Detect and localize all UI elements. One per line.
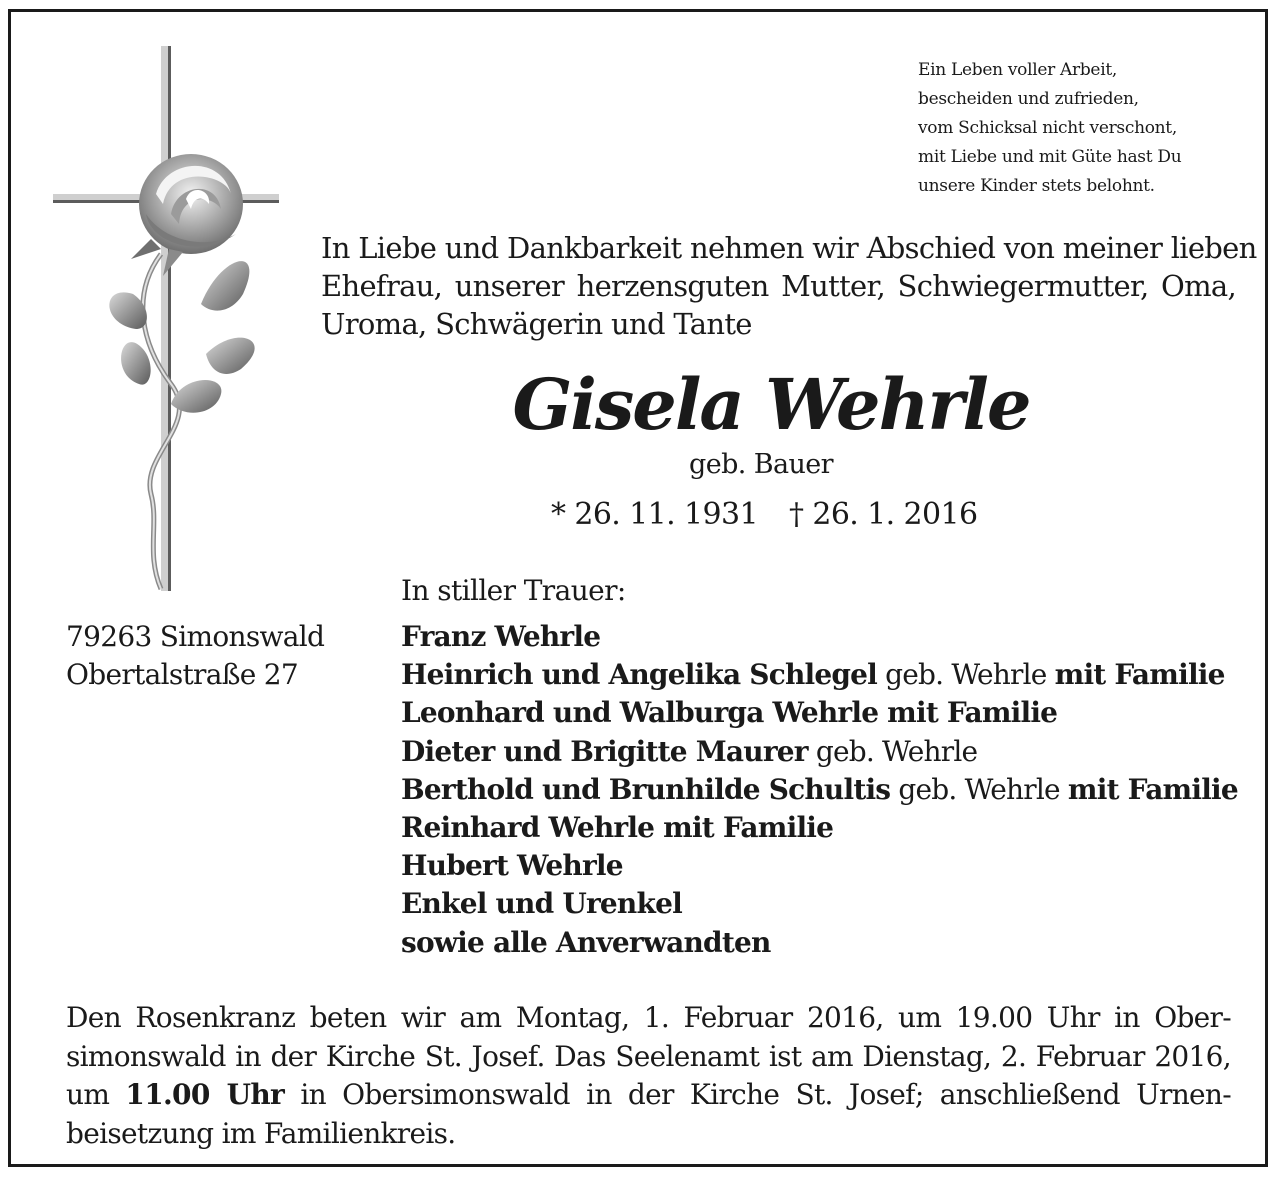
mourner-suffix: mit Familie <box>1054 658 1225 692</box>
mourner-row <box>401 885 1261 923</box>
mourners-list <box>401 618 1261 962</box>
mourner-suffix: mit Familie <box>1067 772 1238 806</box>
maiden-name: geb. Bauer <box>689 449 833 480</box>
mourner-row <box>401 771 1261 809</box>
closing-line <box>66 1076 1231 1115</box>
mourner-name: sowie alle Anverwandten <box>401 925 771 959</box>
mourner-name: Reinhard Wehrle mit Familie <box>401 811 834 845</box>
mourner-row <box>401 694 1261 732</box>
mourner-name: Dieter und Brigitte Maurer <box>401 734 808 768</box>
mourner-name: Berthold und Brunhilde Schultis <box>401 772 891 806</box>
intro-text <box>321 229 1257 343</box>
closing-text: simonswald in der Kirche St. Josef. Das Seelenamt ist am Dienstag, <box>66 1039 1001 1073</box>
poem-line: bescheiden und zufrieden, <box>918 89 1139 109</box>
closing-date: 2. Februar 2016, <box>1000 1039 1231 1073</box>
address-line: Obertalstraße 27 <box>66 658 299 691</box>
mourner-row <box>401 618 1261 656</box>
closing-time: 11.00 Uhr <box>125 1078 285 1111</box>
mourner-name: Hubert Wehrle <box>401 849 623 883</box>
birth-date: * 26. 11. 1931 <box>551 497 758 532</box>
mourner-name: Franz Wehrle <box>401 620 601 653</box>
address <box>66 618 324 694</box>
poem-line: vom Schicksal nicht verschont, <box>918 118 1177 138</box>
closing-line <box>66 1038 1231 1077</box>
mourner-row <box>401 924 1261 962</box>
poem-line: unsere Kinder stets belohnt. <box>918 176 1155 196</box>
mourner-row <box>401 733 1261 771</box>
mourner-row <box>401 809 1261 847</box>
mourner-name: Enkel und Urenkel <box>401 887 682 921</box>
mourner-name: Heinrich und Angelika Schlegel <box>401 658 877 692</box>
closing-line: Den Rosenkranz beten wir am Montag, 1. Februar 2016, um 19.00 Uhr in Ober- <box>66 1001 1231 1034</box>
closing-text: in Obersimonswald in der Kirche St. Josef; anschließend Urnen- <box>284 1078 1232 1111</box>
intro-line: Uroma, Schwägerin und Tante <box>321 307 752 341</box>
closing-text: um <box>66 1078 126 1111</box>
mourner-note: geb. Wehrle <box>807 734 978 768</box>
intro-line: In Liebe und Dankbarkeit nehmen wir Abschied von meiner lieben <box>321 231 1257 265</box>
mourner-note: geb. Wehrle <box>890 772 1068 806</box>
mourner-name: Leonhard und Walburga Wehrle mit Familie <box>401 696 1058 730</box>
poem <box>918 56 1248 201</box>
closing-line: beisetzung im Familienkreis. <box>66 1116 456 1150</box>
service-details <box>66 999 1231 1153</box>
mourner-note: geb. Wehrle <box>877 658 1055 692</box>
mourner-row <box>401 656 1261 694</box>
deceased-name: Gisela Wehrle <box>512 363 1030 446</box>
death-date: † 26. 1. 2016 <box>789 497 978 532</box>
address-line: 79263 Simonswald <box>66 620 325 653</box>
obituary-frame <box>8 9 1268 1167</box>
cross-with-rose-icon <box>51 44 286 604</box>
intro-line: Ehefrau, unserer herzensguten Mutter, Schwiegermutter, Oma, <box>321 269 1236 303</box>
mourner-row <box>401 847 1261 885</box>
poem-line: Ein Leben voller Arbeit, <box>918 60 1117 80</box>
poem-line: mit Liebe und mit Güte hast Du <box>918 147 1182 167</box>
grief-label: In stiller Trauer: <box>401 574 626 607</box>
